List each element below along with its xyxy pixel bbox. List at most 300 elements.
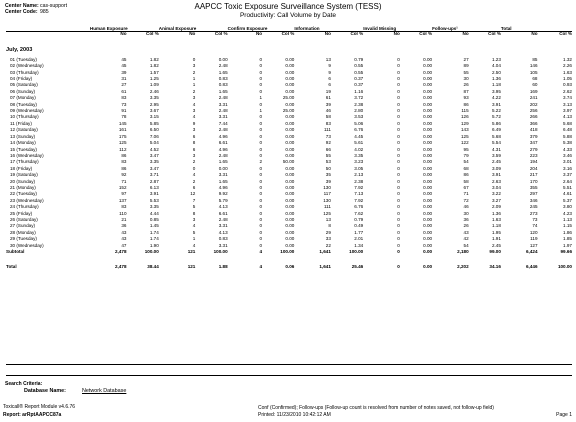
table-cell: 0 bbox=[397, 210, 400, 216]
table-cell: 0.49 bbox=[354, 223, 364, 229]
table-cell: 1.74 bbox=[149, 229, 159, 235]
table-cell: 5 bbox=[192, 229, 196, 235]
table-cell: 53 bbox=[325, 159, 331, 165]
table-cell: 0.00 bbox=[423, 210, 433, 216]
total-rule-top bbox=[6, 364, 572, 365]
table-cell: 2 bbox=[259, 159, 263, 165]
table-cell: 5.72 bbox=[491, 114, 501, 120]
footer-module: Toxicall® Report Module v4.6.76 bbox=[3, 404, 76, 410]
table-cell: 2 bbox=[192, 178, 196, 184]
total-cell: 0 bbox=[397, 264, 400, 270]
table-cell: 4.02 bbox=[354, 146, 364, 152]
table-cell: 3.46 bbox=[563, 152, 572, 158]
table-cell: 5.85 bbox=[149, 120, 159, 126]
table-cell: 0 bbox=[397, 101, 400, 107]
table-cell: 0 bbox=[259, 184, 263, 190]
table-cell: 0 bbox=[397, 236, 400, 242]
table-cell: 0 bbox=[259, 69, 263, 75]
table-cell: 0 bbox=[397, 76, 400, 82]
table-cell: 0.00 bbox=[423, 146, 433, 152]
table-cell: 2.13 bbox=[354, 172, 364, 178]
table-cell: 6 bbox=[192, 146, 196, 152]
table-cell: 0 bbox=[397, 108, 400, 114]
table-cell: 0.00 bbox=[218, 165, 228, 171]
row-date: 07 (Monday) bbox=[10, 95, 36, 101]
table-cell: 3.71 bbox=[149, 172, 159, 178]
table-cell: 3.31 bbox=[218, 114, 228, 120]
table-cell: 4 bbox=[192, 101, 196, 107]
total-cell: 6,446 bbox=[526, 264, 538, 270]
table-cell: 21 bbox=[121, 216, 127, 222]
table-cell: 4.52 bbox=[149, 146, 159, 152]
subtotal-cell: 99.66 bbox=[560, 249, 572, 254]
table-cell: 125 bbox=[118, 140, 127, 146]
table-cell: 355 bbox=[529, 184, 538, 190]
table-cell: 55 bbox=[463, 69, 469, 75]
subtotal-cell: 100.00 bbox=[144, 249, 159, 254]
table-cell: 0.00 bbox=[285, 152, 295, 158]
table-cell: 43 bbox=[121, 236, 127, 242]
table-cell: 4.33 bbox=[563, 146, 572, 152]
table-cell: 0.83 bbox=[218, 82, 228, 88]
row-date: 06 (Sunday) bbox=[10, 88, 36, 94]
table-cell: 6.76 bbox=[354, 204, 364, 210]
total-cell: 34.16 bbox=[489, 264, 501, 270]
table-cell: 0 bbox=[397, 165, 400, 171]
table-cell: 0 bbox=[397, 204, 400, 210]
header-rule bbox=[6, 31, 572, 32]
table-cell: 3.15 bbox=[149, 114, 159, 120]
row-date: 20 (Sunday) bbox=[10, 178, 36, 184]
table-cell: 0 bbox=[259, 101, 263, 107]
table-cell: 3 bbox=[192, 108, 196, 114]
table-cell: 4.31 bbox=[491, 146, 501, 152]
table-cell: 0.00 bbox=[285, 204, 295, 210]
table-cell: 0 bbox=[259, 210, 263, 216]
table-cell: 6.50 bbox=[149, 127, 159, 133]
table-cell: 0.00 bbox=[423, 178, 433, 184]
footer-page: Page 1 bbox=[556, 412, 572, 418]
table-cell: 0 bbox=[397, 63, 400, 69]
table-cell: 3.05 bbox=[354, 165, 364, 171]
table-cell: 0 bbox=[397, 120, 400, 126]
table-cell: 1.91 bbox=[491, 236, 501, 242]
table-cell: 0.00 bbox=[285, 101, 295, 107]
table-cell: 0.00 bbox=[423, 88, 433, 94]
table-cell: 3.22 bbox=[491, 191, 501, 197]
col-sub-no: No bbox=[393, 31, 400, 37]
table-cell: 0.00 bbox=[285, 63, 295, 69]
table-cell: 2.62 bbox=[563, 88, 572, 94]
row-date: 01 (Tuesday) bbox=[10, 56, 37, 62]
table-cell: 279 bbox=[529, 146, 538, 152]
table-cell: 79 bbox=[463, 152, 469, 158]
table-cell: 0.00 bbox=[285, 82, 295, 88]
table-cell: 0 bbox=[397, 216, 400, 222]
table-cell: 0.00 bbox=[423, 229, 433, 235]
table-cell: 3.80 bbox=[563, 204, 572, 210]
table-cell: 9.92 bbox=[218, 191, 228, 197]
database-name-link[interactable]: Network Database bbox=[82, 388, 127, 394]
table-cell: 2.80 bbox=[354, 108, 364, 114]
table-cell: 67 bbox=[463, 184, 469, 190]
table-cell: 1.65 bbox=[218, 69, 228, 75]
table-cell: 31 bbox=[121, 76, 127, 82]
total-cell: 121 bbox=[187, 264, 196, 270]
table-cell: 7.13 bbox=[354, 191, 364, 197]
table-cell: 1 bbox=[192, 76, 196, 82]
table-cell: 0.00 bbox=[423, 216, 433, 222]
table-cell: 3 bbox=[192, 152, 196, 158]
col-group-animal: Animal Exposure bbox=[158, 26, 197, 31]
table-cell: 0 bbox=[259, 140, 263, 146]
table-cell: 3 bbox=[192, 127, 196, 133]
total-cell: 25.46 bbox=[351, 264, 364, 270]
table-cell: 4 bbox=[192, 242, 196, 248]
table-cell: 0.83 bbox=[218, 236, 228, 242]
table-cell: 0.00 bbox=[423, 133, 433, 139]
row-date: 10 (Thursday) bbox=[10, 114, 39, 120]
table-cell: 27 bbox=[121, 82, 127, 88]
table-cell: 12 bbox=[190, 191, 196, 197]
table-cell: 0.00 bbox=[423, 76, 433, 82]
total-rule-bottom bbox=[6, 375, 572, 376]
table-cell: 204 bbox=[529, 165, 538, 171]
table-cell: 1.34 bbox=[354, 242, 364, 248]
table-cell: 25.00 bbox=[282, 108, 295, 114]
table-cell: 92 bbox=[121, 172, 127, 178]
table-cell: 0.00 bbox=[423, 63, 433, 69]
table-cell: 4 bbox=[192, 172, 196, 178]
table-cell: 0.00 bbox=[285, 184, 295, 190]
col-group-human: Human Exposure bbox=[89, 26, 128, 31]
col-sub-no: No bbox=[189, 31, 196, 37]
center-code-value: 985 bbox=[40, 9, 49, 15]
table-cell: 0.55 bbox=[354, 63, 364, 69]
table-cell: 3.59 bbox=[491, 152, 501, 158]
table-cell: 5.61 bbox=[354, 140, 364, 146]
table-cell: 5.68 bbox=[563, 120, 572, 126]
table-cell: 3.23 bbox=[354, 159, 364, 165]
table-cell: 0.00 bbox=[285, 120, 295, 126]
table-cell: 169 bbox=[529, 88, 538, 94]
table-cell: 0.00 bbox=[423, 56, 433, 62]
table-cell: 0 bbox=[259, 114, 263, 120]
table-cell: 0.00 bbox=[285, 223, 295, 229]
table-cell: 9 bbox=[328, 69, 331, 75]
table-cell: 105 bbox=[529, 69, 538, 75]
table-cell: 1.16 bbox=[354, 88, 364, 94]
subtotal-cell: 100.00 bbox=[349, 249, 364, 254]
table-cell: 8 bbox=[192, 140, 196, 146]
table-cell: 1 bbox=[192, 236, 196, 242]
table-cell: 143 bbox=[460, 127, 469, 133]
table-cell: 1.13 bbox=[563, 216, 572, 222]
table-cell: 0.00 bbox=[423, 242, 433, 248]
table-cell: 1.65 bbox=[218, 178, 228, 184]
table-cell: 0 bbox=[259, 242, 263, 248]
row-date: 03 (Thursday) bbox=[10, 69, 39, 75]
table-cell: 0.00 bbox=[423, 82, 433, 88]
table-cell: 45 bbox=[121, 56, 127, 62]
table-cell: 0.00 bbox=[285, 178, 295, 184]
col-sub-no: No bbox=[120, 31, 127, 37]
table-cell: 0.00 bbox=[285, 76, 295, 82]
table-cell: 379 bbox=[529, 133, 538, 139]
table-cell: 5.79 bbox=[218, 197, 228, 203]
table-cell: 26 bbox=[463, 82, 469, 88]
col-sub-pct: Col % bbox=[419, 31, 433, 37]
table-cell: 36 bbox=[463, 216, 469, 222]
table-cell: 3.31 bbox=[218, 172, 228, 178]
table-cell: 1.97 bbox=[563, 242, 572, 248]
table-cell: 55 bbox=[325, 152, 331, 158]
col-sub-no: No bbox=[324, 31, 331, 37]
table-cell: 4.44 bbox=[149, 210, 159, 216]
table-cell: 146 bbox=[529, 63, 538, 69]
table-cell: 0.00 bbox=[285, 197, 295, 203]
row-date: 26 (Saturday) bbox=[10, 216, 38, 222]
table-cell: 1 bbox=[192, 82, 196, 88]
row-date: 28 (Monday) bbox=[10, 229, 36, 235]
table-cell: 5.88 bbox=[563, 133, 572, 139]
table-cell: 7.62 bbox=[354, 210, 364, 216]
table-cell: 346 bbox=[529, 197, 538, 203]
center-name-value: cas-support bbox=[40, 3, 68, 9]
table-cell: 1.25 bbox=[149, 76, 159, 82]
table-cell: 6.61 bbox=[218, 140, 228, 146]
col-group-invalid: Invalid Missing bbox=[363, 26, 397, 31]
table-cell: 0 bbox=[192, 56, 196, 62]
table-cell: 0.00 bbox=[285, 236, 295, 242]
total-cell: 1,641 bbox=[319, 264, 331, 270]
table-cell: 5.04 bbox=[149, 140, 159, 146]
table-cell: 0.00 bbox=[285, 216, 295, 222]
table-cell: 130 bbox=[323, 184, 331, 190]
table-cell: 0.00 bbox=[423, 172, 433, 178]
table-cell: 4.13 bbox=[563, 114, 572, 120]
table-cell: 0.83 bbox=[218, 76, 228, 82]
table-cell: 0.00 bbox=[423, 108, 433, 114]
table-cell: 126 bbox=[460, 114, 469, 120]
col-sub-no: No bbox=[531, 31, 538, 37]
table-cell: 0 bbox=[259, 216, 263, 222]
row-date: 19 (Saturday) bbox=[10, 172, 38, 178]
table-cell: 3.13 bbox=[563, 101, 572, 107]
table-cell: 1 bbox=[259, 108, 263, 114]
table-cell: 0.00 bbox=[285, 140, 295, 146]
table-cell: 111 bbox=[323, 204, 331, 210]
table-cell: 13 bbox=[325, 216, 331, 222]
table-cell: 115 bbox=[461, 108, 469, 114]
table-cell: 2.46 bbox=[149, 88, 159, 94]
table-cell: 83 bbox=[121, 159, 127, 165]
table-cell: 1.15 bbox=[563, 223, 572, 229]
col-group-followups: Follow-ups¹ bbox=[432, 26, 458, 31]
subtotal-cell: 2,478 bbox=[115, 249, 127, 254]
table-cell: 0.00 bbox=[285, 191, 295, 197]
table-cell: 91 bbox=[121, 108, 127, 114]
table-cell: 6 bbox=[328, 76, 331, 82]
subtotal-cell: 0 bbox=[397, 249, 400, 254]
row-date: 15 (Tuesday) bbox=[10, 146, 37, 152]
col-sub-no: No bbox=[462, 31, 469, 37]
table-cell: 0 bbox=[397, 95, 400, 101]
table-cell: 86 bbox=[121, 165, 127, 171]
table-cell: 26 bbox=[463, 223, 469, 229]
table-cell: 5.37 bbox=[563, 197, 572, 203]
table-cell: 4.61 bbox=[563, 191, 572, 197]
row-date: 14 (Monday) bbox=[10, 140, 36, 146]
row-date: 29 (Tuesday) bbox=[10, 236, 37, 242]
table-cell: 122 bbox=[460, 140, 469, 146]
table-cell: 61 bbox=[325, 95, 331, 101]
table-cell: 2.38 bbox=[354, 101, 364, 107]
table-cell: 4.45 bbox=[354, 133, 364, 139]
row-date: 11 (Friday) bbox=[10, 120, 32, 126]
table-cell: 2 bbox=[192, 69, 196, 75]
table-cell: 3.31 bbox=[218, 242, 228, 248]
table-cell: 3.95 bbox=[491, 88, 501, 94]
table-cell: 0.00 bbox=[423, 152, 433, 158]
table-cell: 9 bbox=[192, 120, 196, 126]
center-name-label: Center Name: bbox=[5, 3, 39, 9]
table-cell: 0 bbox=[259, 178, 263, 184]
table-cell: 145 bbox=[118, 120, 127, 126]
table-cell: 0.55 bbox=[354, 69, 364, 75]
row-date: 05 (Saturday) bbox=[10, 82, 38, 88]
table-cell: 19 bbox=[325, 88, 331, 94]
total-cell: 2,202 bbox=[457, 264, 469, 270]
table-cell: 42 bbox=[463, 236, 469, 242]
table-cell: 6.76 bbox=[354, 127, 364, 133]
table-cell: 71 bbox=[463, 191, 469, 197]
table-cell: 45 bbox=[121, 63, 127, 69]
table-cell: 2 bbox=[192, 159, 196, 165]
table-cell: 58 bbox=[325, 114, 331, 120]
row-date: 24 (Thursday) bbox=[10, 204, 39, 210]
subtotal-cell: 2,180 bbox=[457, 249, 469, 254]
table-cell: 8 bbox=[328, 223, 331, 229]
table-cell: 2.48 bbox=[218, 95, 228, 101]
table-cell: 86 bbox=[463, 172, 469, 178]
table-cell: 0.00 bbox=[423, 165, 433, 171]
table-cell: 0 bbox=[397, 184, 400, 190]
table-cell: 2.45 bbox=[491, 159, 501, 165]
table-cell: 68 bbox=[532, 76, 538, 82]
col-group-confirm: Confirm Exposure bbox=[227, 26, 268, 31]
table-cell: 7.92 bbox=[354, 197, 364, 203]
table-cell: 4.04 bbox=[491, 63, 501, 69]
table-cell: 0 bbox=[397, 152, 400, 158]
table-cell: 73 bbox=[325, 133, 331, 139]
table-cell: 1.63 bbox=[491, 216, 501, 222]
table-cell: 50.00 bbox=[282, 159, 295, 165]
table-cell: 3.35 bbox=[149, 95, 159, 101]
table-cell: 72 bbox=[463, 197, 469, 203]
table-cell: 5.22 bbox=[491, 108, 501, 114]
table-cell: 2.50 bbox=[491, 69, 501, 75]
table-cell: 0.00 bbox=[423, 184, 433, 190]
table-cell: 66 bbox=[325, 146, 331, 152]
table-cell: 1.77 bbox=[354, 229, 364, 235]
table-cell: 0 bbox=[259, 165, 263, 171]
table-cell: 73 bbox=[121, 101, 127, 107]
table-cell: 95 bbox=[463, 146, 469, 152]
total-cell: 2,478 bbox=[115, 264, 127, 270]
table-cell: 0.37 bbox=[354, 82, 364, 88]
table-cell: 0 bbox=[259, 191, 263, 197]
table-cell: 0 bbox=[259, 88, 263, 94]
subtotal-label: Subtotal bbox=[6, 249, 25, 254]
table-cell: 110 bbox=[119, 210, 127, 216]
table-cell: 0.00 bbox=[285, 210, 295, 216]
table-cell: 7.92 bbox=[354, 184, 364, 190]
table-cell: 1.09 bbox=[149, 82, 159, 88]
table-cell: 30 bbox=[463, 76, 469, 82]
table-cell: 3.31 bbox=[218, 101, 228, 107]
table-cell: 1 bbox=[259, 95, 263, 101]
table-cell: 1.90 bbox=[149, 242, 159, 248]
table-cell: 3.37 bbox=[563, 172, 572, 178]
subtotal-cell: 0.00 bbox=[423, 249, 433, 254]
table-cell: 33 bbox=[325, 236, 331, 242]
table-cell: 0 bbox=[397, 69, 400, 75]
table-cell: 43 bbox=[121, 229, 127, 235]
footer-report: Report: arRptAAPCC87a bbox=[3, 412, 62, 418]
table-cell: 111 bbox=[323, 127, 331, 133]
footer-note: Conf (Confirmed); Follow-ups (Follow-up count is resolved from number of notes saved, not follow-up field) bbox=[258, 405, 494, 411]
row-date: 17 (Thursday) bbox=[10, 159, 39, 165]
table-cell: 74 bbox=[532, 223, 538, 229]
table-cell: 60 bbox=[532, 82, 538, 88]
table-cell: 3.97 bbox=[563, 108, 572, 114]
row-date: 02 (Wednesday) bbox=[10, 63, 44, 69]
table-cell: 5.86 bbox=[491, 120, 501, 126]
table-cell: 2.48 bbox=[218, 63, 228, 69]
row-date: 27 (Sunday) bbox=[10, 223, 36, 229]
table-cell: 73 bbox=[532, 216, 538, 222]
row-date: 21 (Monday) bbox=[10, 184, 36, 190]
table-cell: 0 bbox=[397, 172, 400, 178]
table-cell: 0 bbox=[397, 127, 400, 133]
subtotal-cell: 6,424 bbox=[526, 249, 538, 254]
table-cell: 1.36 bbox=[491, 76, 501, 82]
table-cell: 30 bbox=[463, 210, 469, 216]
col-sub-pct: Col % bbox=[146, 31, 159, 37]
table-cell: 3 bbox=[192, 95, 196, 101]
table-cell: 0 bbox=[397, 133, 400, 139]
table-cell: 170 bbox=[529, 178, 538, 184]
table-cell: 5.53 bbox=[149, 197, 159, 203]
table-cell: 3.16 bbox=[563, 165, 572, 171]
row-date: 30 (Wednesday) bbox=[10, 242, 44, 248]
table-cell: 0 bbox=[397, 88, 400, 94]
table-cell: 217 bbox=[529, 172, 538, 178]
table-cell: 6.49 bbox=[491, 127, 501, 133]
table-cell: 137 bbox=[118, 197, 127, 203]
table-cell: 2.64 bbox=[563, 178, 572, 184]
table-cell: 0.00 bbox=[423, 120, 433, 126]
table-cell: 1.23 bbox=[491, 56, 501, 62]
row-date: 16 (Wednesday) bbox=[10, 152, 44, 158]
table-cell: 0 bbox=[259, 120, 263, 126]
table-cell: 6 bbox=[328, 82, 331, 88]
table-cell: 0.79 bbox=[354, 56, 364, 62]
col-sub-pct: Col % bbox=[281, 31, 295, 37]
subtotal-cell: 121 bbox=[187, 249, 196, 254]
table-cell: 127 bbox=[529, 242, 538, 248]
